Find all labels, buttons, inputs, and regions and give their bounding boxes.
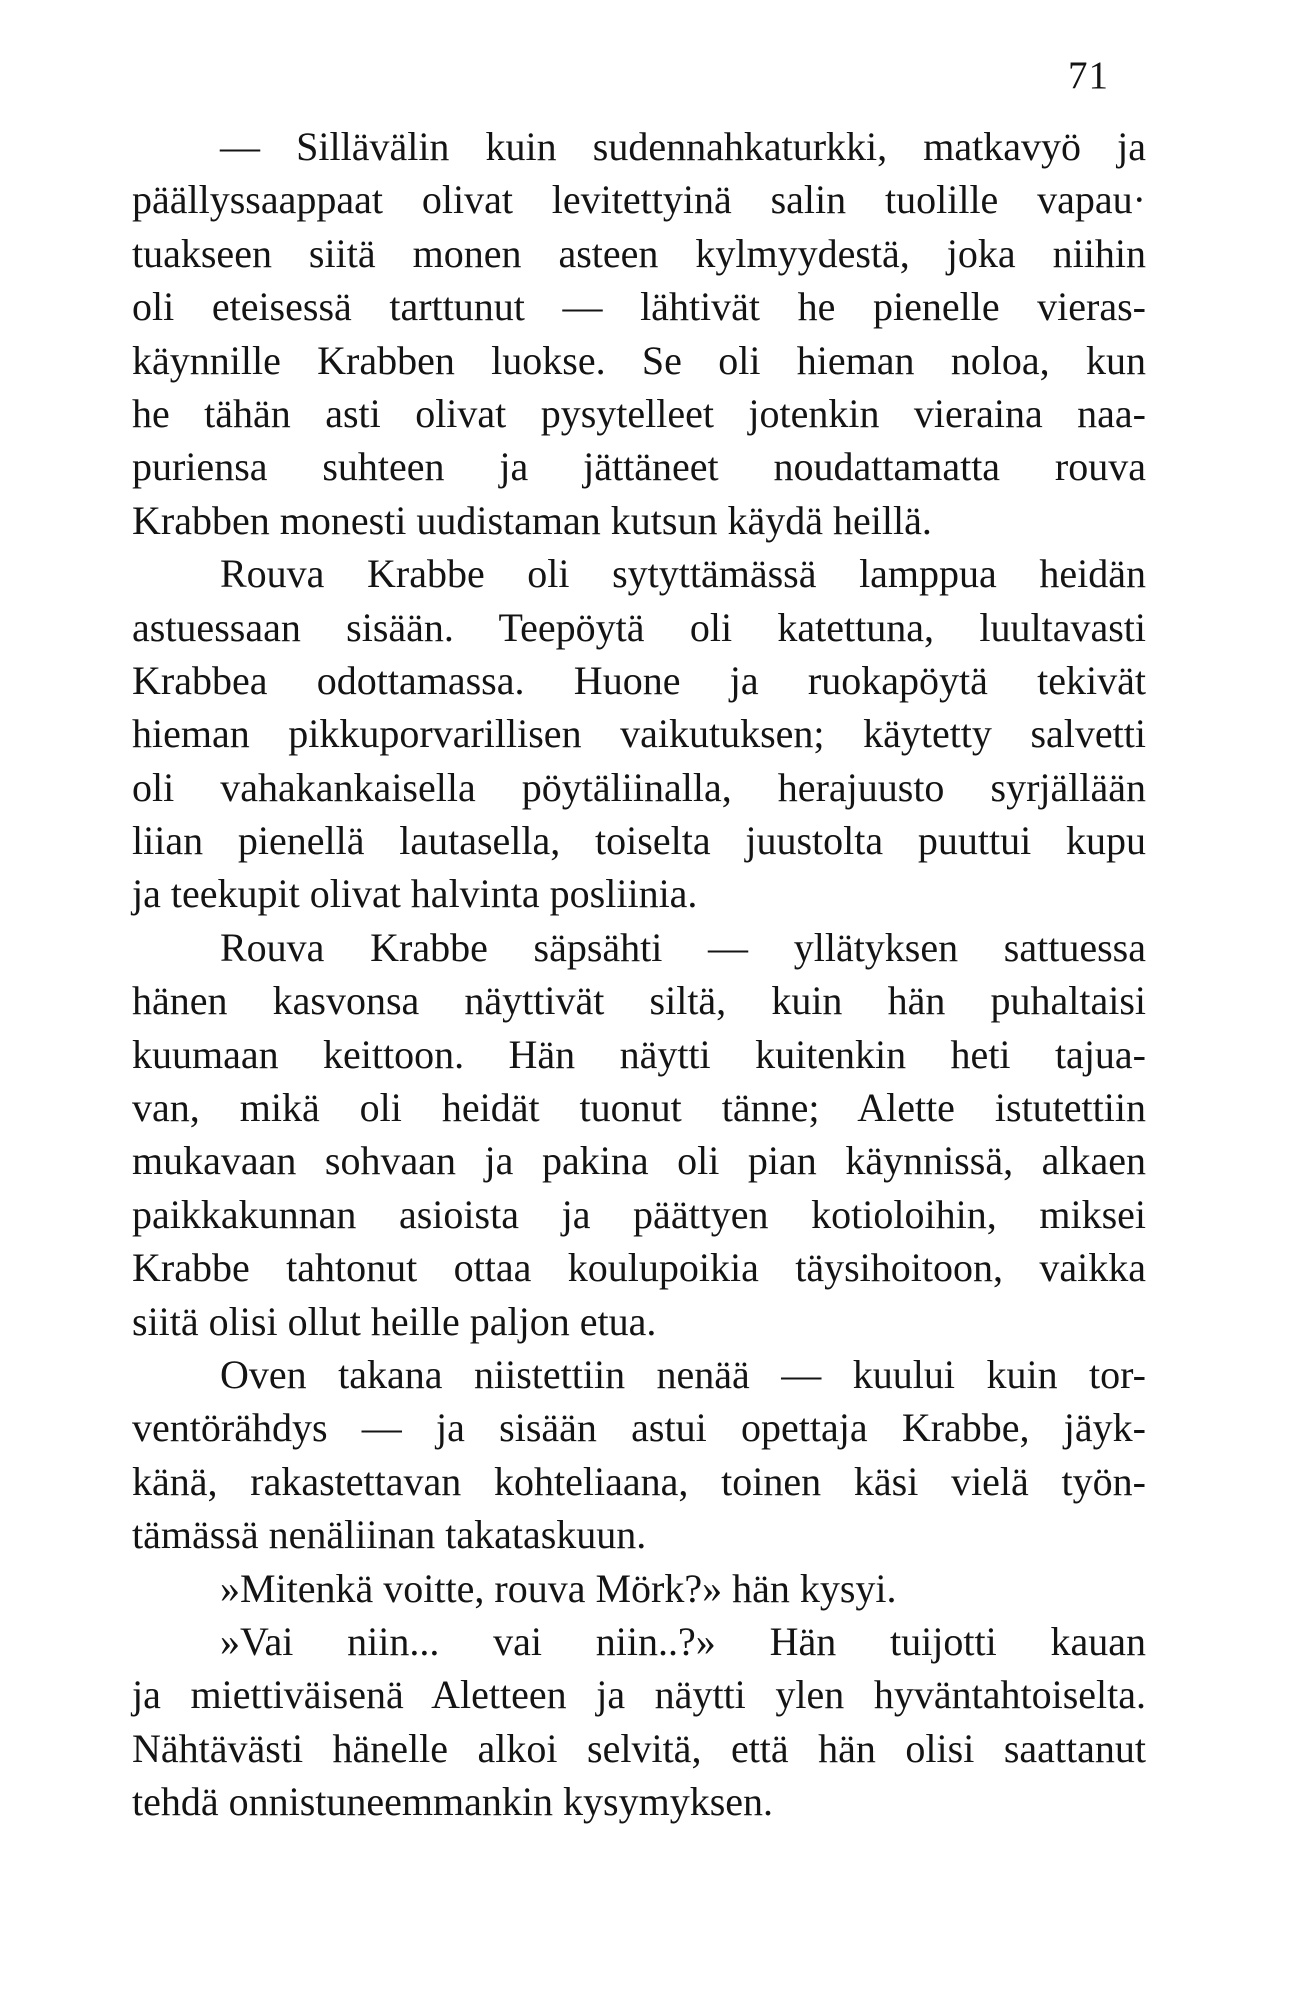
text-line: liian pienellä lautasella, toiselta juustolta puuttui kupu bbox=[132, 818, 1146, 864]
text-line: oli vahakankaisella pöytäliinalla, herajuusto syrjällään bbox=[132, 764, 1146, 810]
text-line: »Vai niin... vai niin..?» Hän tuijotti kauan bbox=[220, 1618, 1146, 1664]
page-number: 71 bbox=[1068, 54, 1109, 97]
text-line: ventörähdys — ja sisään astui opettaja Krabbe, jäyk- bbox=[132, 1405, 1146, 1451]
text-line: he tähän asti olivat pysytelleet jotenkin vieraina naa- bbox=[132, 390, 1146, 436]
text-line: oli eteisessä tarttunut — lähtivät he pienelle vieras- bbox=[132, 284, 1146, 330]
text-line: van, mikä oli heidät tuonut tänne; Alette istutettiin bbox=[132, 1085, 1146, 1131]
text-line: siitä olisi ollut heille paljon etua. bbox=[132, 1298, 657, 1344]
text-line: Krabbea odottamassa. Huone ja ruokapöytä tekivät bbox=[132, 657, 1146, 703]
text-line: kuumaan keittoon. Hän näytti kuitenkin heti tajua- bbox=[132, 1031, 1146, 1077]
text-line: astuessaan sisään. Teepöytä oli katettuna, luultavasti bbox=[132, 604, 1146, 650]
text-line: Krabbe tahtonut ottaa koulupoikia täysihoitoon, vaikka bbox=[132, 1245, 1146, 1291]
text-line: Oven takana niistettiin nenää — kuului kuin tor- bbox=[220, 1351, 1146, 1397]
text-line: hänen kasvonsa näyttivät siltä, kuin hän puhaltaisi bbox=[132, 978, 1146, 1024]
text-line: mukavaan sohvaan ja pakina oli pian käynnissä, alkaen bbox=[132, 1138, 1146, 1184]
text-line: hieman pikkuporvarillisen vaikutuksen; käytetty salvetti bbox=[132, 711, 1146, 757]
text-line: känä, rakastettavan kohteliaana, toinen käsi vielä työn- bbox=[132, 1458, 1146, 1504]
text-line: Krabben monesti uudistaman kutsun käydä heillä. bbox=[132, 497, 932, 543]
text-line: päällyssaappaat olivat levitettyinä salin tuolille vapau· bbox=[132, 177, 1146, 223]
body-text bbox=[132, 120, 1146, 1829]
text-line: tehdä onnistuneemmankin kysymyksen. bbox=[132, 1779, 774, 1825]
text-line: tämässä nenäliinan takataskuun. bbox=[132, 1512, 647, 1558]
text-line: ja miettiväisenä Aletteen ja näytti ylen hyväntahtoiselta. bbox=[132, 1672, 1146, 1718]
text-line: tuakseen siitä monen asteen kylmyydestä, joka niihin bbox=[132, 230, 1146, 276]
text-line: käynnille Krabben luokse. Se oli hieman noloa, kun bbox=[132, 337, 1146, 383]
text-line: Rouva Krabbe oli sytyttämässä lamppua heidän bbox=[220, 551, 1146, 597]
text-line: puriensa suhteen ja jättäneet noudattamatta rouva bbox=[132, 444, 1146, 490]
text-line: »Mitenkä voitte, rouva Mörk?» hän kysyi. bbox=[220, 1565, 897, 1611]
text-line: Nähtävästi hänelle alkoi selvitä, että hän olisi saattanut bbox=[132, 1725, 1146, 1771]
text-line: ja teekupit olivat halvinta posliinia. bbox=[132, 871, 698, 917]
text-line: — Sillävälin kuin sudennahkaturkki, matkavyö ja bbox=[220, 124, 1146, 169]
text-line: Rouva Krabbe säpsähti — yllätyksen sattuessa bbox=[220, 924, 1146, 970]
text-line: paikkakunnan asioista ja päättyen kotioloihin, miksei bbox=[132, 1191, 1146, 1237]
